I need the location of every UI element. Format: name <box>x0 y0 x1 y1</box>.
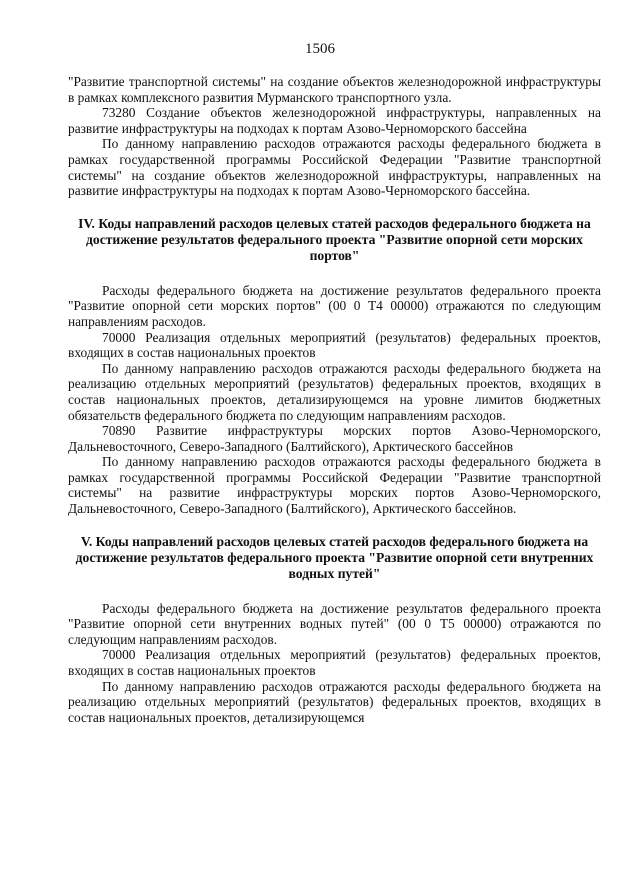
page-body <box>68 74 601 725</box>
paragraph-description: По данному направлению расходов отражаются расходы федерального бюджета в рамках государственной программы Российской Федерации "Развитие транспортной системы" на создание объектов железнодорожной инфраструктуры, направленных на развитие инфраструктуры на подходах к портам Азово-Черноморского бассейна. <box>68 136 601 199</box>
paragraph-continuation: "Развитие транспортной системы" на создание объектов железнодорожной инфраструктуры в рамках комплексного развития Мурманского транспортного узла. <box>68 74 601 105</box>
section-v-intro: Расходы федерального бюджета на достижение результатов федерального проекта "Развитие опорной сети внутренних водных путей" (00 0 Т5 00000) отражаются по следующим направлениям расходов. <box>68 600 601 647</box>
paragraph-code-73280: 73280 Создание объектов железнодорожной инфраструктуры, направленных на развитие инфраструктуры на подходах к портам Азово-Черноморского бассейна <box>68 105 601 136</box>
section-v-description-70000: По данному направлению расходов отражаются расходы федерального бюджета на реализацию отдельных мероприятий (результатов) федеральных проектов, входящих в состав национальных проектов, детализирующемся <box>68 678 601 725</box>
page-number: 1506 <box>305 41 335 57</box>
section-iv-description-70890: По данному направлению расходов отражаются расходы федерального бюджета в рамках государственной программы Российской Федерации "Развитие транспортной системы" на развитие инфраструктуры морских портов Азово-Черноморского, Дальневосточного, Северо-Западного (Балтийского), Арктического бассейнов. <box>68 454 601 517</box>
section-iv-intro: Расходы федерального бюджета на достижение результатов федерального проекта "Развитие опорной сети морских портов" (00 0 Т4 00000) отражаются по следующим направлениям расходов. <box>68 282 601 329</box>
section-v-code-70000: 70000 Реализация отдельных мероприятий (результатов) федеральных проектов, входящих в состав национальных проектов <box>68 647 601 679</box>
section-iv-code-70000: 70000 Реализация отдельных мероприятий (результатов) федеральных проектов, входящих в состав национальных проектов <box>68 329 601 361</box>
section-iv-description-70000: По данному направлению расходов отражаются расходы федерального бюджета на реализацию отдельных мероприятий (результатов) федеральных проектов, входящих в состав национальных проектов, детализирующемся на уровне лимитов бюджетных обязательств федерального бюджета по следующим направлениям расходов. <box>68 360 601 423</box>
section-heading-v: V. Коды направлений расходов целевых статей расходов федерального бюджета на достижение результатов федерального проекта "Развитие опорной сети внутренних водных путей" <box>75 533 594 581</box>
section-heading-iv: IV. Коды направлений расходов целевых статей расходов федерального бюджета на достижение результатов федерального проекта "Развитие опорной сети морских портов" <box>78 215 591 263</box>
section-iv-code-70890: 70890 Развитие инфраструктуры морских портов Азово-Черноморского, Дальневосточного, Северо-Западного (Балтийского), Арктического бассейнов <box>68 423 601 454</box>
